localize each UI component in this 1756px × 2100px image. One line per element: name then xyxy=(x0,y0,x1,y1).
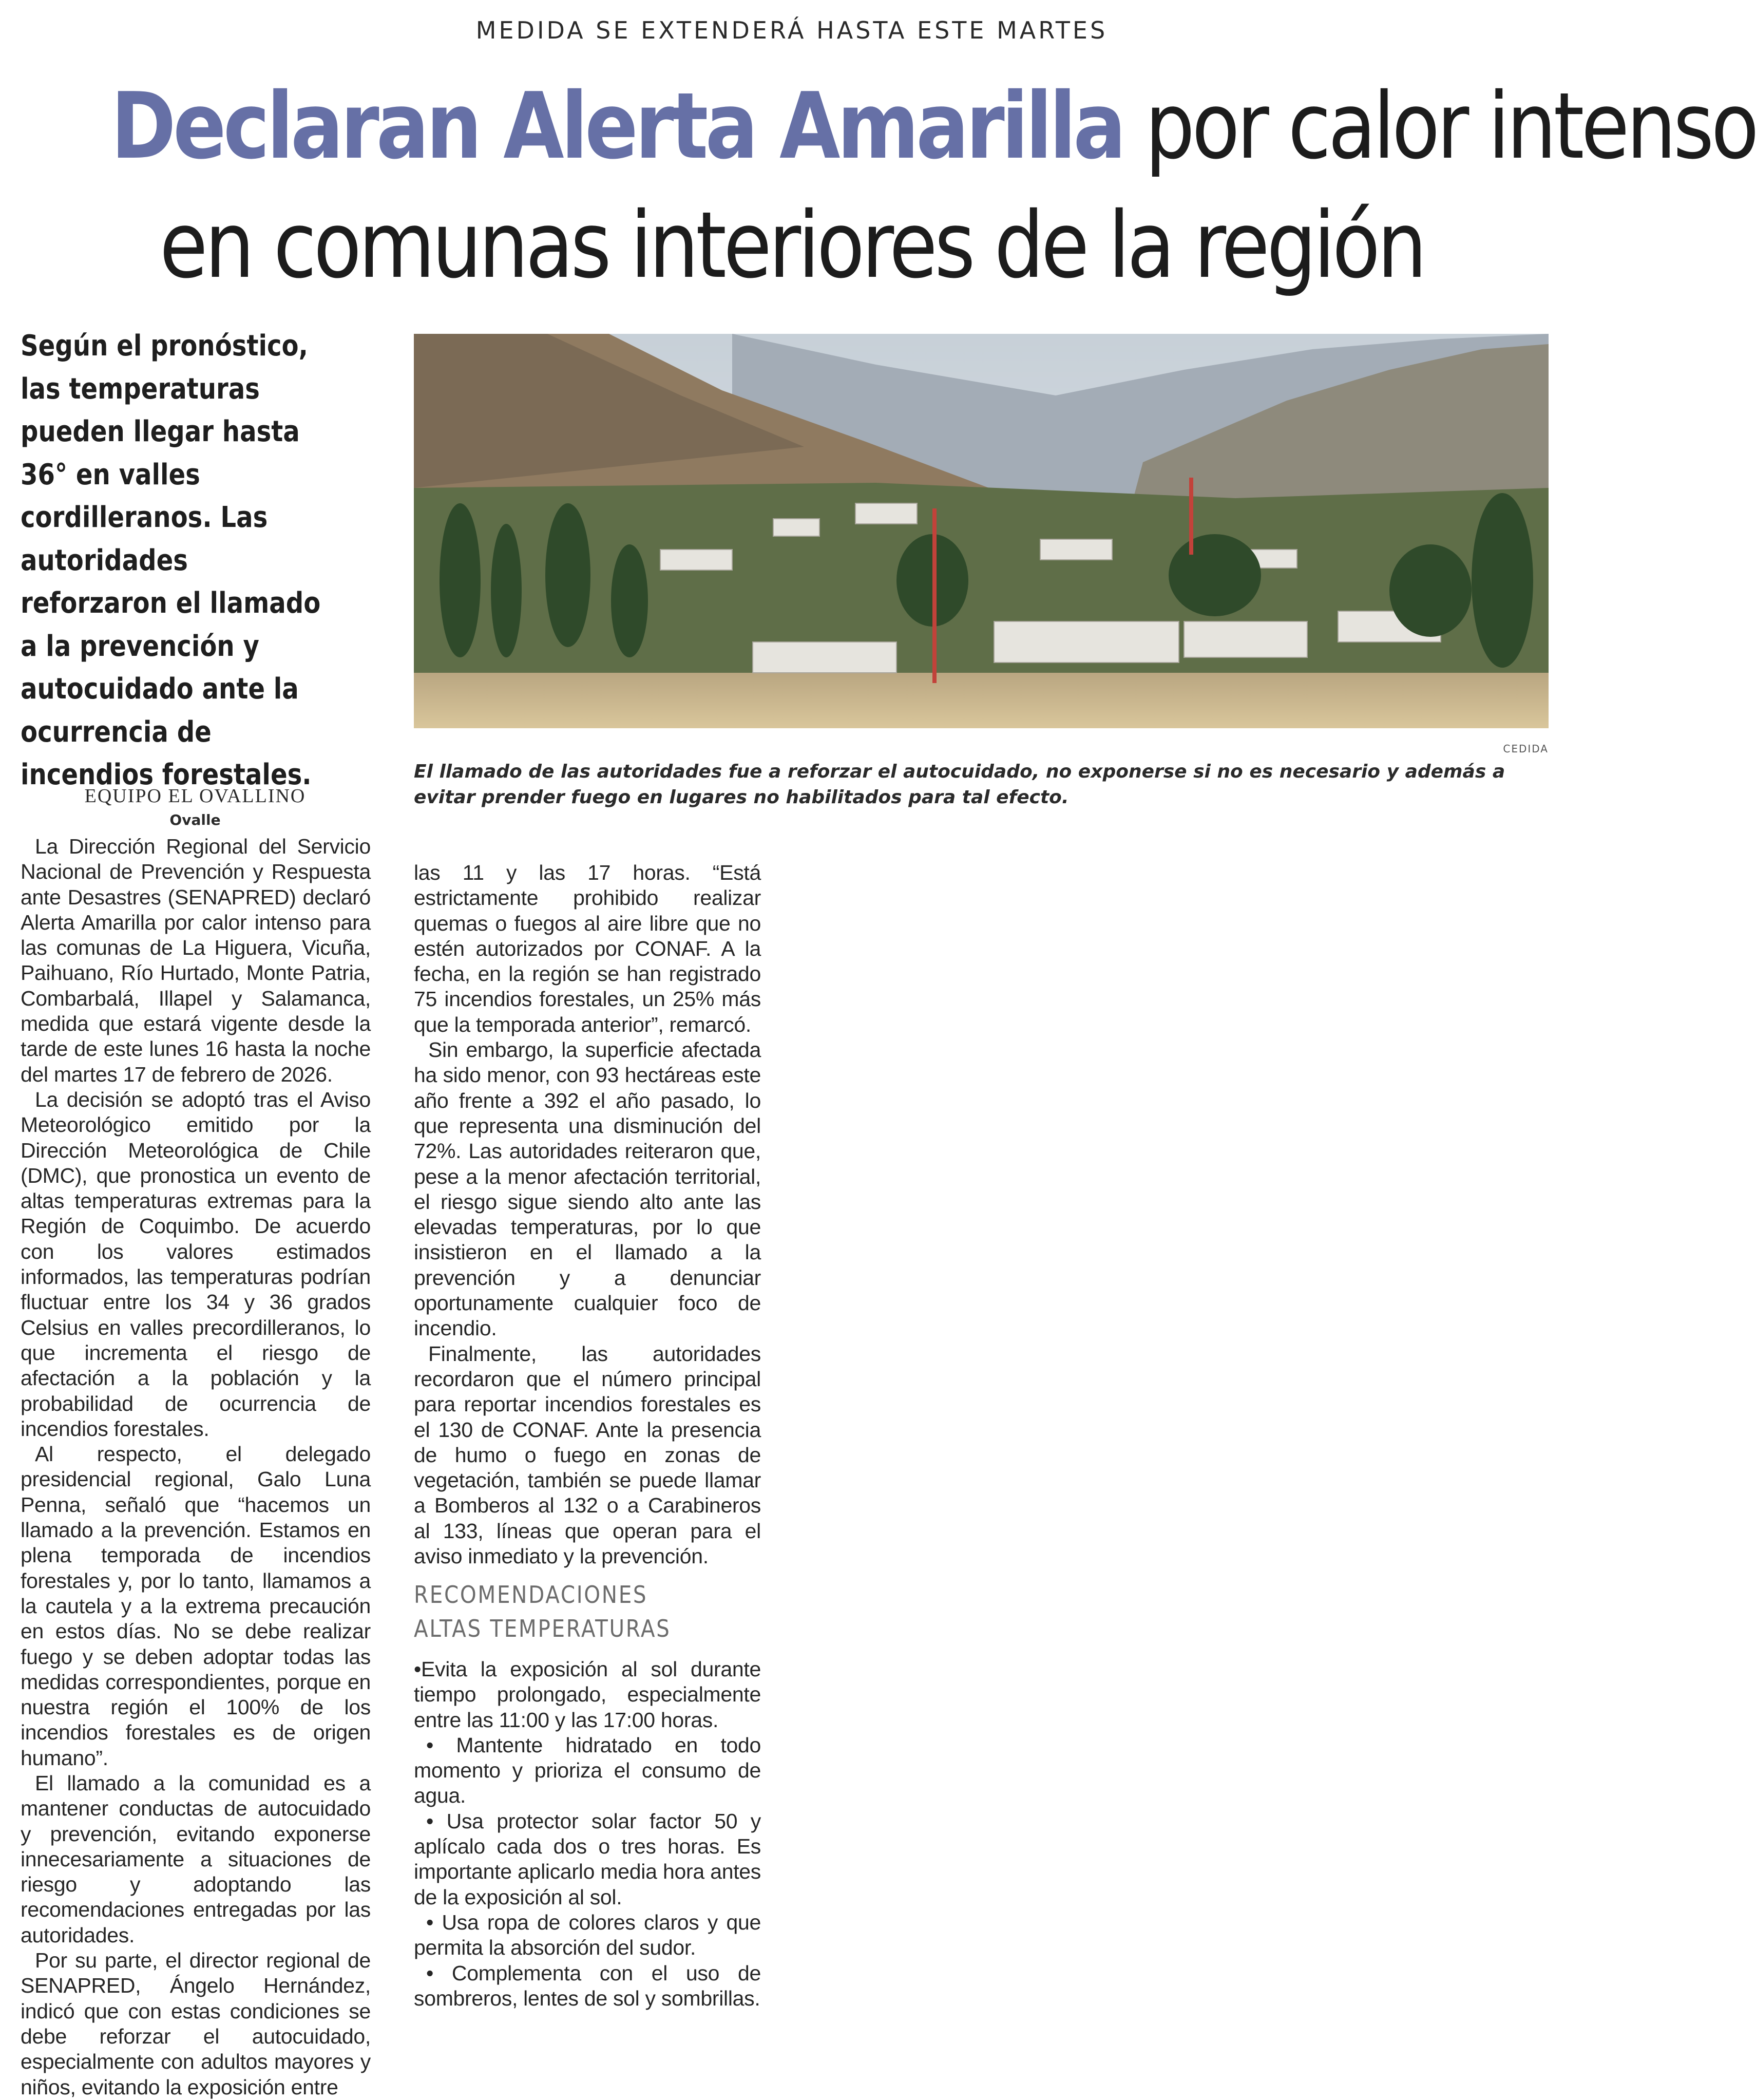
headline-line-1-rest: por calor intenso xyxy=(1123,73,1756,179)
byline-city: Ovalle xyxy=(169,811,221,828)
body-paragraph: El llamado a la comunidad es a mantener conductas de autocuidado y prevención, evitando exponerse innecesariamente a situaciones de riesgo y adoptando las recomendaciones entregadas por las autoridades. xyxy=(21,1771,371,1947)
recommendation-item: • Mantente hidratado en todo momento y prioriza el consumo de agua. xyxy=(414,1733,761,1808)
body-paragraph: Finalmente, las autoridades recordaron que el número principal para reportar incendios forestales es el 130 de CONAF. Ante la presencia de humo o fuego en zonas de vegetación, también se puede llamar a Bomberos al 132 o a Carabineros al 133, líneas que operan para el aviso inmediato y la prevención. xyxy=(414,1341,761,1568)
deck-summary: Según el pronóstico, las temperaturas pueden llegar hasta 36° en valles cordilleranos. Las autoridades reforzaron el llamado a la prevención y autocuidado ante la ocurrencia de incendios forestales. xyxy=(21,329,321,791)
recommendation-item: • Usa ropa de colores claros y que permita la absorción del sudor. xyxy=(414,1910,761,1960)
recommendations-title-line-2: ALTAS TEMPERATURAS xyxy=(414,1615,671,1642)
body-paragraph: Por su parte, el director regional de SENAPRED, Ángelo Hernández, indicó que con estas condiciones se debe reforzar el autocuidado, especialmente con adultos mayores y niños, evitando la exposición entre xyxy=(21,1948,371,2099)
body-paragraph: las 11 y las 17 horas. “Está estrictamente prohibido realizar quemas o fuegos al aire libre que no estén autorizados por CONAF. A la fecha, en la región se han registrado 75 incendios forestales, un 25% más que la temporada anterior”, remarcó. xyxy=(414,861,761,1036)
body-paragraph: La Dirección Regional del Servicio Nacional de Prevención y Respuesta ante Desastres (SENAPRED) declaró Alerta Amarilla por calor intenso para las comunas de La Higuera, Vicuña, Paihuano, Río Hurtado, Monte Patria, Combarbalá, Illapel y Salamanca, medida que estará vigente desde la tarde de este lunes 16 hasta la noche del martes 17 de febrero de 2026. xyxy=(21,835,371,1086)
recommendations-list xyxy=(414,1657,761,2011)
body-paragraph: La decisión se adoptó tras el Aviso Meteorológico emitido por la Dirección Meteorológica de Chile (DMC), que pronostica un evento de altas temperaturas extremas para la Región de Coquimbo. De acuerdo con los valores estimados informados, las temperaturas podrían fluctuar entre los 34 y 36 grados Celsius en valles precordilleranos, lo que incrementa el riesgo de afectación a la población y la probabilidad de ocurrencia de incendios forestales. xyxy=(21,1087,371,1441)
body-column-1 xyxy=(21,834,371,2100)
body-paragraph: Sin embargo, la superficie afectada ha sido menor, con 93 hectáreas este año frente a 392 el año pasado, lo que representa una disminución del 72%. Las autoridades reiteraron que, pese a la menor afectación territorial, el riesgo sigue siendo alto ante las elevadas temperaturas, por lo que insistieron en el llamado a la prevención y a denunciar oportunamente cualquier foco de incendio. xyxy=(414,1038,761,1340)
byline-team: EQUIPO EL OVALLINO xyxy=(84,785,306,807)
kicker: MEDIDA SE EXTENDERÁ HASTA ESTE MARTES xyxy=(475,16,1108,44)
article-photo xyxy=(414,334,1549,728)
body-column-2 xyxy=(414,860,761,1569)
valley-town-illustration xyxy=(414,334,1549,728)
recommendation-item: • Usa protector solar factor 50 y aplícalo cada dos o tres horas. Es importante aplicarlo media hora antes de la exposición al sol. xyxy=(414,1809,761,1909)
recommendation-item: •Evita la exposición al sol durante tiempo prolongado, especialmente entre las 11:00 y las 17:00 horas. xyxy=(414,1657,761,1732)
headline-line-1 xyxy=(110,67,1756,186)
headline xyxy=(110,67,1756,305)
photo-caption: El llamado de las autoridades fue a reforzar el autocuidado, no exponerse si no es necesario y además a evitar prender fuego en lugares no habilitados para tal efecto. xyxy=(414,761,1505,808)
photo-credit: CEDIDA xyxy=(1503,743,1549,755)
recommendation-item: • Complementa con el uso de sombreros, lentes de sol y sombrillas. xyxy=(414,1961,761,2010)
headline-line-2: en comunas interiores de la región xyxy=(159,192,1424,298)
headline-highlight: Declaran Alerta Amarilla xyxy=(110,73,1123,179)
byline xyxy=(21,785,370,828)
recommendations-title xyxy=(414,1578,730,1645)
body-paragraph: Al respecto, el delegado presidencial regional, Galo Luna Penna, señaló que “hacemos un llamado a la prevención. Estamos en plena temporada de incendios forestales y, por lo tanto, llamamos a la cautela y a la extrema precaución en estos días. No se debe realizar fuego y se deben adoptar todas las medidas correspondientes, porque en nuestra región el 100% de los incendios forestales es de origen humano”. xyxy=(21,1442,371,1770)
recommendations-title-line-1: RECOMENDACIONES xyxy=(414,1581,648,1609)
